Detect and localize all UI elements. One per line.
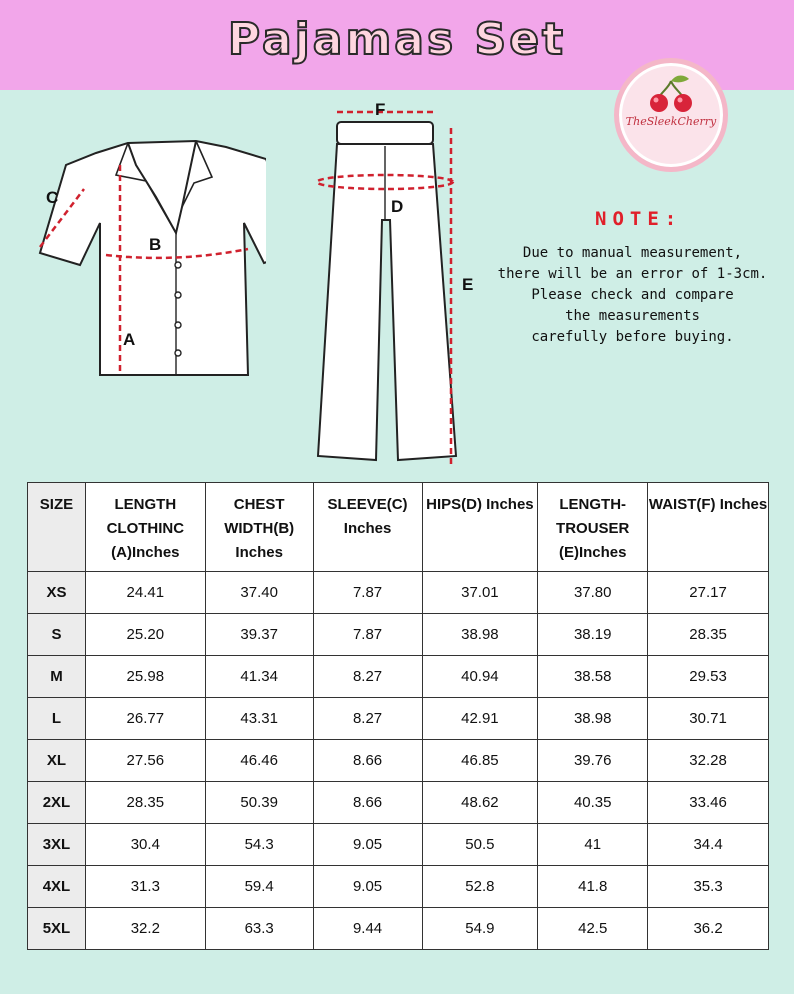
cell-length-trouser: 41 [538,824,648,866]
note-title: NOTE: [595,208,683,230]
note-body: Due to manual measurement, there will be an error of 1-3cm. Please check and compare the measurements carefully before buying. [497,245,768,345]
table-row [28,824,769,866]
pants-label-f: F [375,100,386,119]
cell-size: 4XL [28,866,86,908]
cell-waist: 27.17 [648,572,769,614]
cell-length-clothing: 30.4 [85,824,205,866]
size-chart-table [27,482,769,950]
brand-logo [614,58,728,172]
cell-length-trouser: 41.8 [538,866,648,908]
cell-chest-width: 63.3 [205,908,313,950]
cell-length-clothing: 27.56 [85,740,205,782]
cell-sleeve: 8.66 [313,782,422,824]
header-chest-width: CHEST WIDTH(B) Inches [205,483,313,572]
header-hips: HIPS(D) Inches [422,483,538,572]
table-row [28,656,769,698]
pants-label-d: D [391,197,404,216]
cell-sleeve: 8.66 [313,740,422,782]
header-waist: WAIST(F) Inches [648,483,769,572]
header-length-clothing: LENGTH CLOTHINC (A)Inches [85,483,205,572]
cell-waist: 33.46 [648,782,769,824]
cell-sleeve: 7.87 [313,614,422,656]
pants-diagram [310,110,460,470]
cell-chest-width: 39.37 [205,614,313,656]
cell-hips: 38.98 [422,614,538,656]
table-body [28,572,769,950]
logo-text: TheSleekCherry [625,115,717,128]
cell-hips: 46.85 [422,740,538,782]
cell-chest-width: 41.34 [205,656,313,698]
cell-size: XL [28,740,86,782]
cell-sleeve: 7.87 [313,572,422,614]
cell-length-trouser: 38.58 [538,656,648,698]
cell-chest-width: 43.31 [205,698,313,740]
cell-length-trouser: 42.5 [538,908,648,950]
table-row [28,698,769,740]
cell-length-trouser: 40.35 [538,782,648,824]
shirt-label-b: B [149,235,162,254]
cell-sleeve: 8.27 [313,656,422,698]
cell-length-clothing: 26.77 [85,698,205,740]
cell-size: 2XL [28,782,86,824]
cell-waist: 35.3 [648,866,769,908]
cell-size: S [28,614,86,656]
cell-length-clothing: 25.98 [85,656,205,698]
cell-size: 5XL [28,908,86,950]
shirt-label-c: C [46,188,59,207]
cell-waist: 32.28 [648,740,769,782]
cell-length-clothing: 25.20 [85,614,205,656]
cell-chest-width: 50.39 [205,782,313,824]
cell-hips: 54.9 [422,908,538,950]
cell-sleeve: 8.27 [313,698,422,740]
cell-length-clothing: 32.2 [85,908,205,950]
cell-size: M [28,656,86,698]
cell-size: L [28,698,86,740]
pants-label-e: E [462,275,474,294]
cell-length-trouser: 38.19 [538,614,648,656]
table-row [28,908,769,950]
cell-size: XS [28,572,86,614]
shirt-label-a: A [123,330,136,349]
cell-waist: 36.2 [648,908,769,950]
cell-sleeve: 9.05 [313,824,422,866]
cell-length-clothing: 31.3 [85,866,205,908]
cell-waist: 28.35 [648,614,769,656]
cell-length-clothing: 24.41 [85,572,205,614]
cell-hips: 40.94 [422,656,538,698]
table-row [28,782,769,824]
cell-length-trouser: 38.98 [538,698,648,740]
cell-length-trouser: 39.76 [538,740,648,782]
header-size: SIZE [28,483,86,572]
table-header-row [28,483,769,572]
shirt-diagram [36,135,266,385]
cell-length-trouser: 37.80 [538,572,648,614]
cell-chest-width: 46.46 [205,740,313,782]
cell-hips: 52.8 [422,866,538,908]
header-length-trouser: LENGTH-TROUSER (E)Inches [538,483,648,572]
cell-hips: 50.5 [422,824,538,866]
cell-chest-width: 59.4 [205,866,313,908]
cell-hips: 48.62 [422,782,538,824]
cell-hips: 42.91 [422,698,538,740]
header-sleeve: SLEEVE(C) Inches [313,483,422,572]
page-title: Pajamas Set [227,14,567,65]
cell-sleeve: 9.05 [313,866,422,908]
table-row [28,614,769,656]
cell-waist: 30.71 [648,698,769,740]
cell-waist: 29.53 [648,656,769,698]
table-row [28,740,769,782]
cell-hips: 37.01 [422,572,538,614]
table-row [28,572,769,614]
cell-chest-width: 37.40 [205,572,313,614]
cell-sleeve: 9.44 [313,908,422,950]
cell-waist: 34.4 [648,824,769,866]
table-row [28,866,769,908]
cell-length-clothing: 28.35 [85,782,205,824]
cell-chest-width: 54.3 [205,824,313,866]
cell-size: 3XL [28,824,86,866]
